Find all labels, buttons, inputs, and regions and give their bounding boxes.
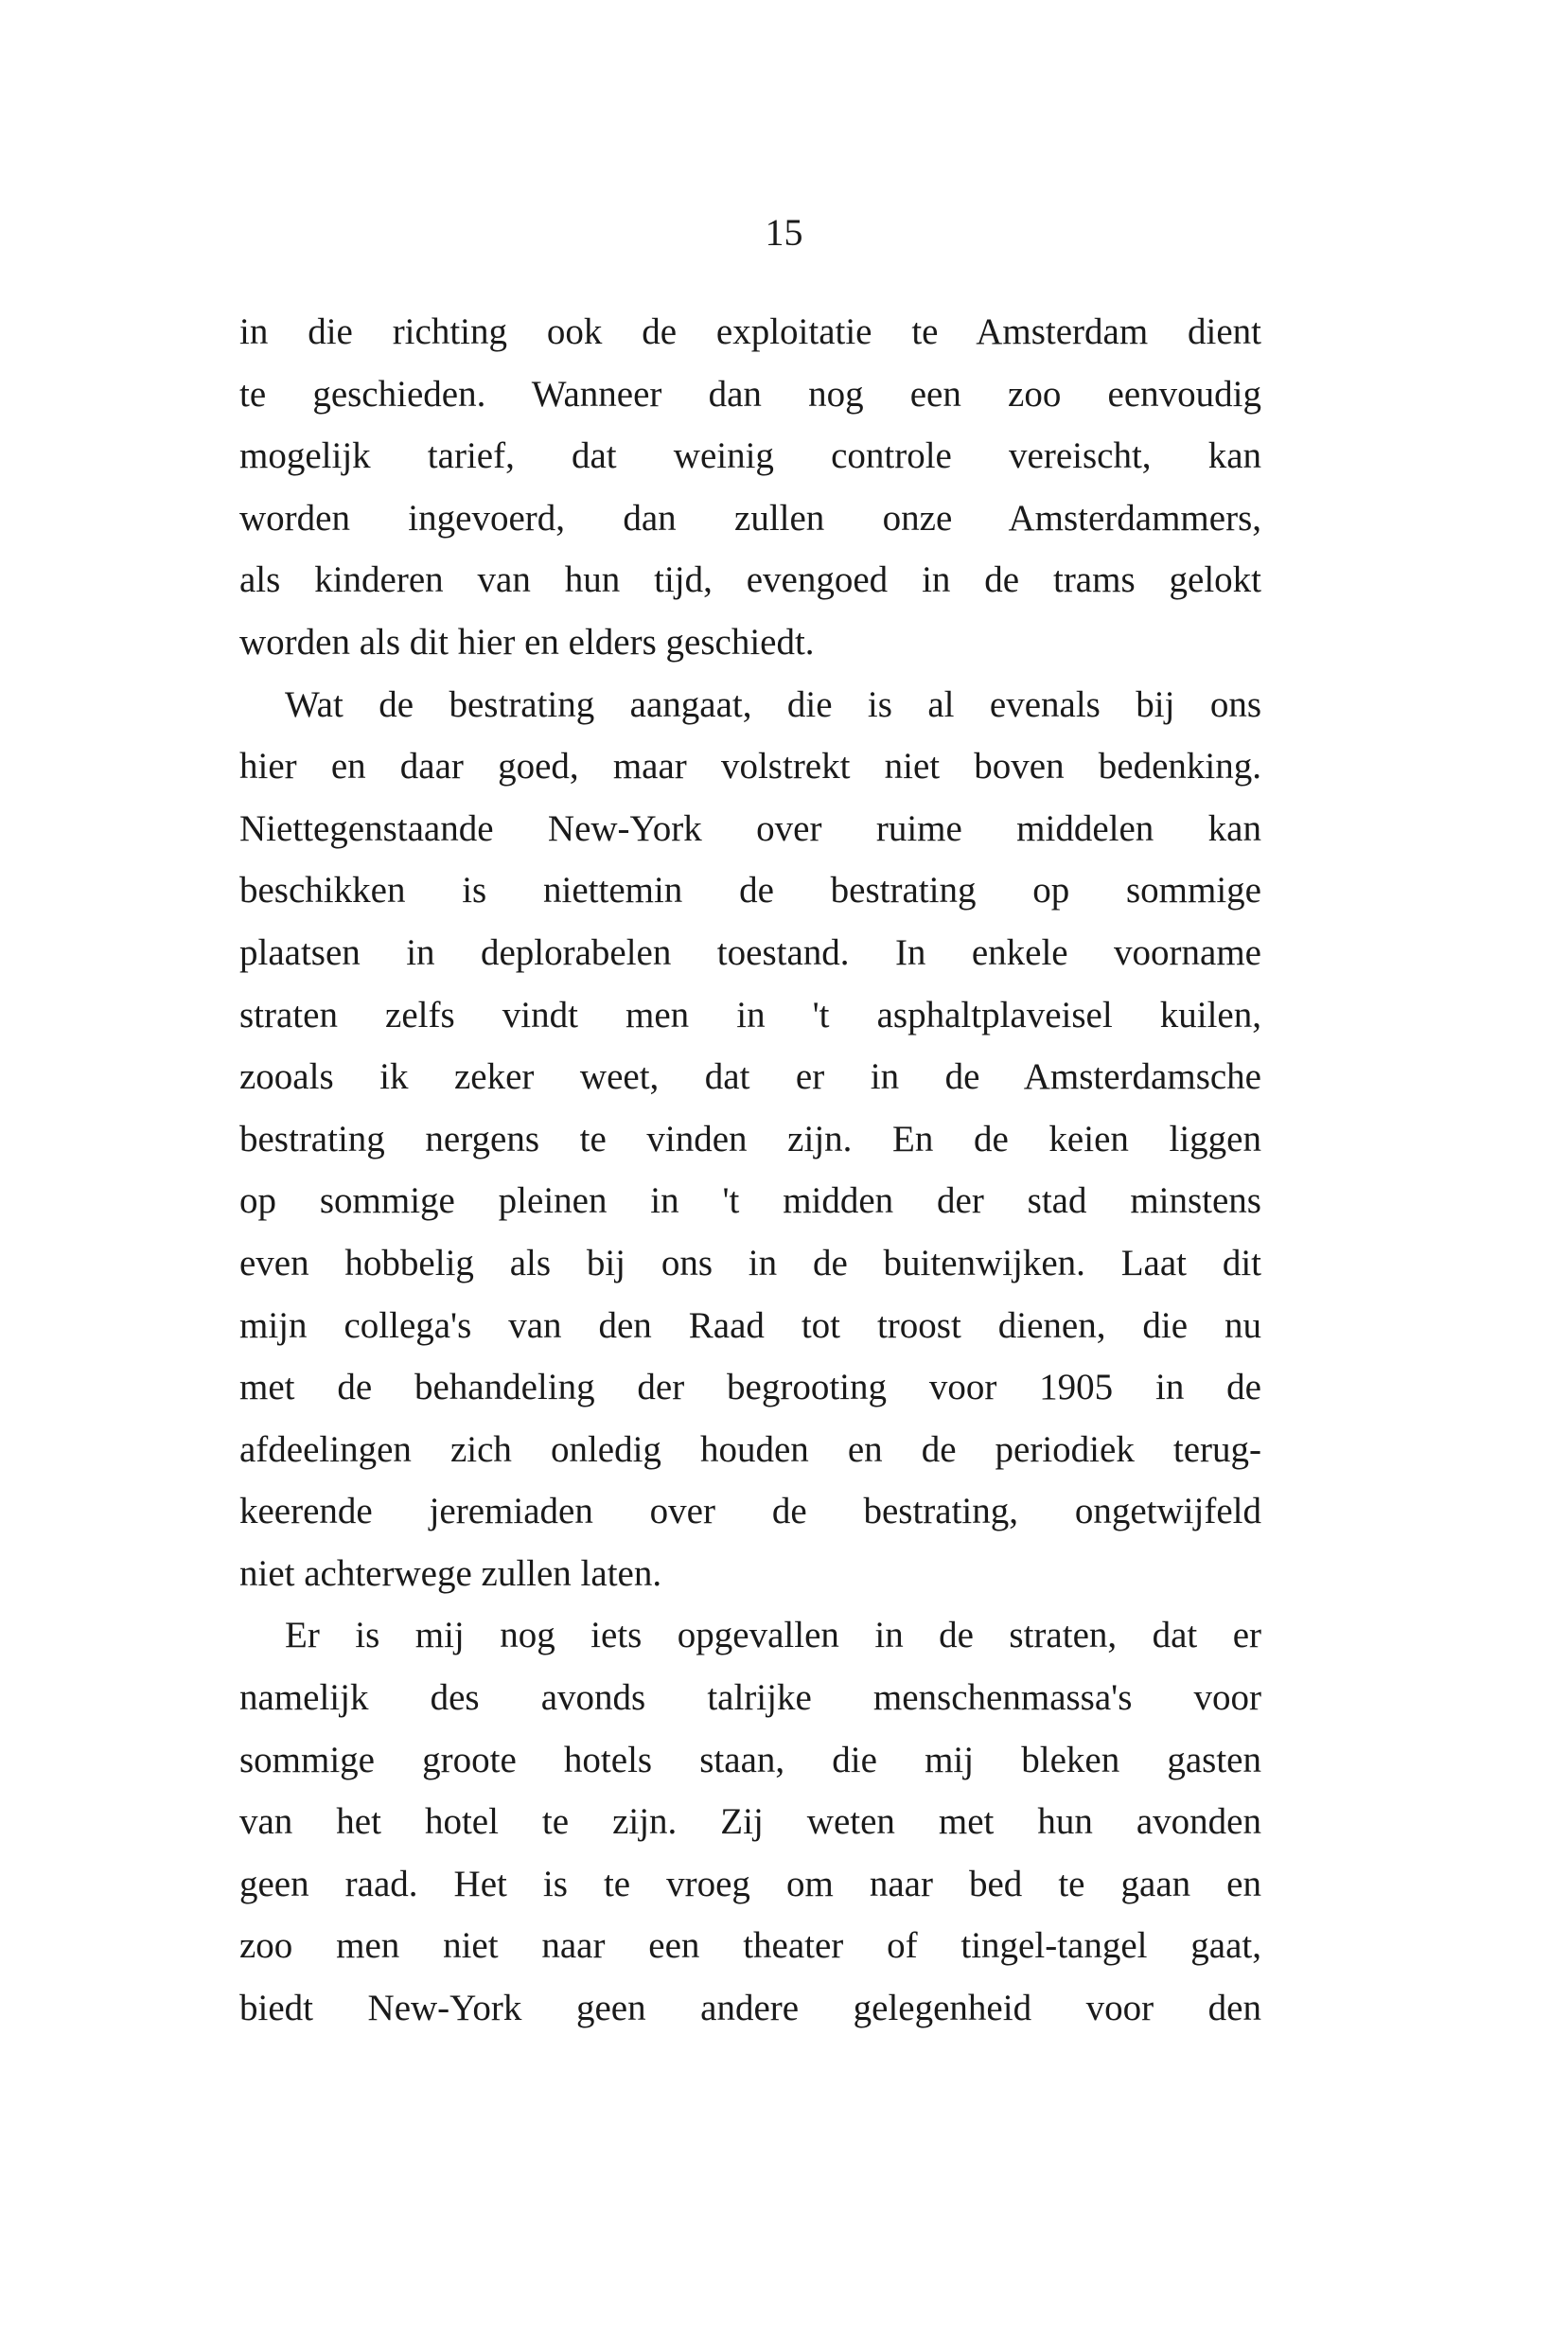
text-line: zoo men niet naar een theater of tingel-tangel gaat, xyxy=(239,1925,1261,1967)
text-line: van het hotel te zijn. Zij weten met hun avonden xyxy=(239,1801,1261,1843)
text-line: niet achterwege zullen laten. xyxy=(239,1552,662,1594)
text-line: mijn collega's van den Raad tot troost dienen, die nu xyxy=(239,1304,1261,1346)
text-line: met de behandeling der begrooting voor 1905 in de xyxy=(239,1367,1261,1408)
text-line: mogelijk tarief, dat weinig controle vereischt, kan xyxy=(239,435,1261,477)
text-line: bestrating nergens te vinden zijn. En de keien liggen xyxy=(239,1118,1261,1159)
text-line: geen raad. Het is te vroeg om naar bed te gaan en xyxy=(239,1863,1261,1904)
text-line: sommige groote hotels staan, die mij bleken gasten xyxy=(239,1739,1261,1780)
paragraph xyxy=(239,674,1261,1605)
text-line: als kinderen van hun tijd, evengoed in de trams gelokt xyxy=(239,559,1261,601)
text-line: zooals ik zeker weet, dat er in de Amsterdamsche xyxy=(239,1056,1261,1098)
text-line: biedt New-York geen andere gelegenheid voor den xyxy=(239,1988,1261,2029)
text-line: worden ingevoerd, dan zullen onze Amsterdammers, xyxy=(239,497,1261,539)
page-body xyxy=(239,301,1261,2040)
text-line: straten zelfs vindt men in 't asphaltplaveisel kuilen, xyxy=(239,994,1261,1035)
text-line: namelijk des avonds talrijke menschenmassa's voor xyxy=(239,1677,1261,1719)
text-line: beschikken is niettemin de bestrating op sommige xyxy=(239,870,1261,911)
text-line: even hobbelig als bij ons in de buitenwijken. Laat dit xyxy=(239,1242,1261,1283)
page-number: 15 xyxy=(765,211,803,254)
paragraph xyxy=(239,301,1261,674)
text-line: op sommige pleinen in 't midden der stad minstens xyxy=(239,1180,1261,1222)
text-line: Er is mij nog iets opgevallen in de straten, dat er xyxy=(285,1615,1261,1656)
text-line: te geschieden. Wanneer dan nog een zoo eenvoudig xyxy=(239,373,1261,415)
text-line: worden als dit hier en elders geschiedt. xyxy=(239,621,815,663)
text-line: Niettegenstaande New-York over ruime middelen kan xyxy=(239,807,1261,849)
text-line: afdeelingen zich onledig houden en de periodiek terug- xyxy=(239,1428,1261,1470)
text-line: plaatsen in deplorabelen toestand. In enkele voorname xyxy=(239,931,1261,973)
text-line: hier en daar goed, maar volstrekt niet boven bedenking. xyxy=(239,746,1261,788)
paragraph xyxy=(239,1604,1261,2039)
text-line: in die richting ook de exploitatie te Amsterdam dient xyxy=(239,311,1261,352)
text-line: Wat de bestrating aangaat, die is al evenals bij ons xyxy=(285,683,1261,725)
text-line: keerende jeremiaden over de bestrating, ongetwijfeld xyxy=(239,1491,1261,1532)
